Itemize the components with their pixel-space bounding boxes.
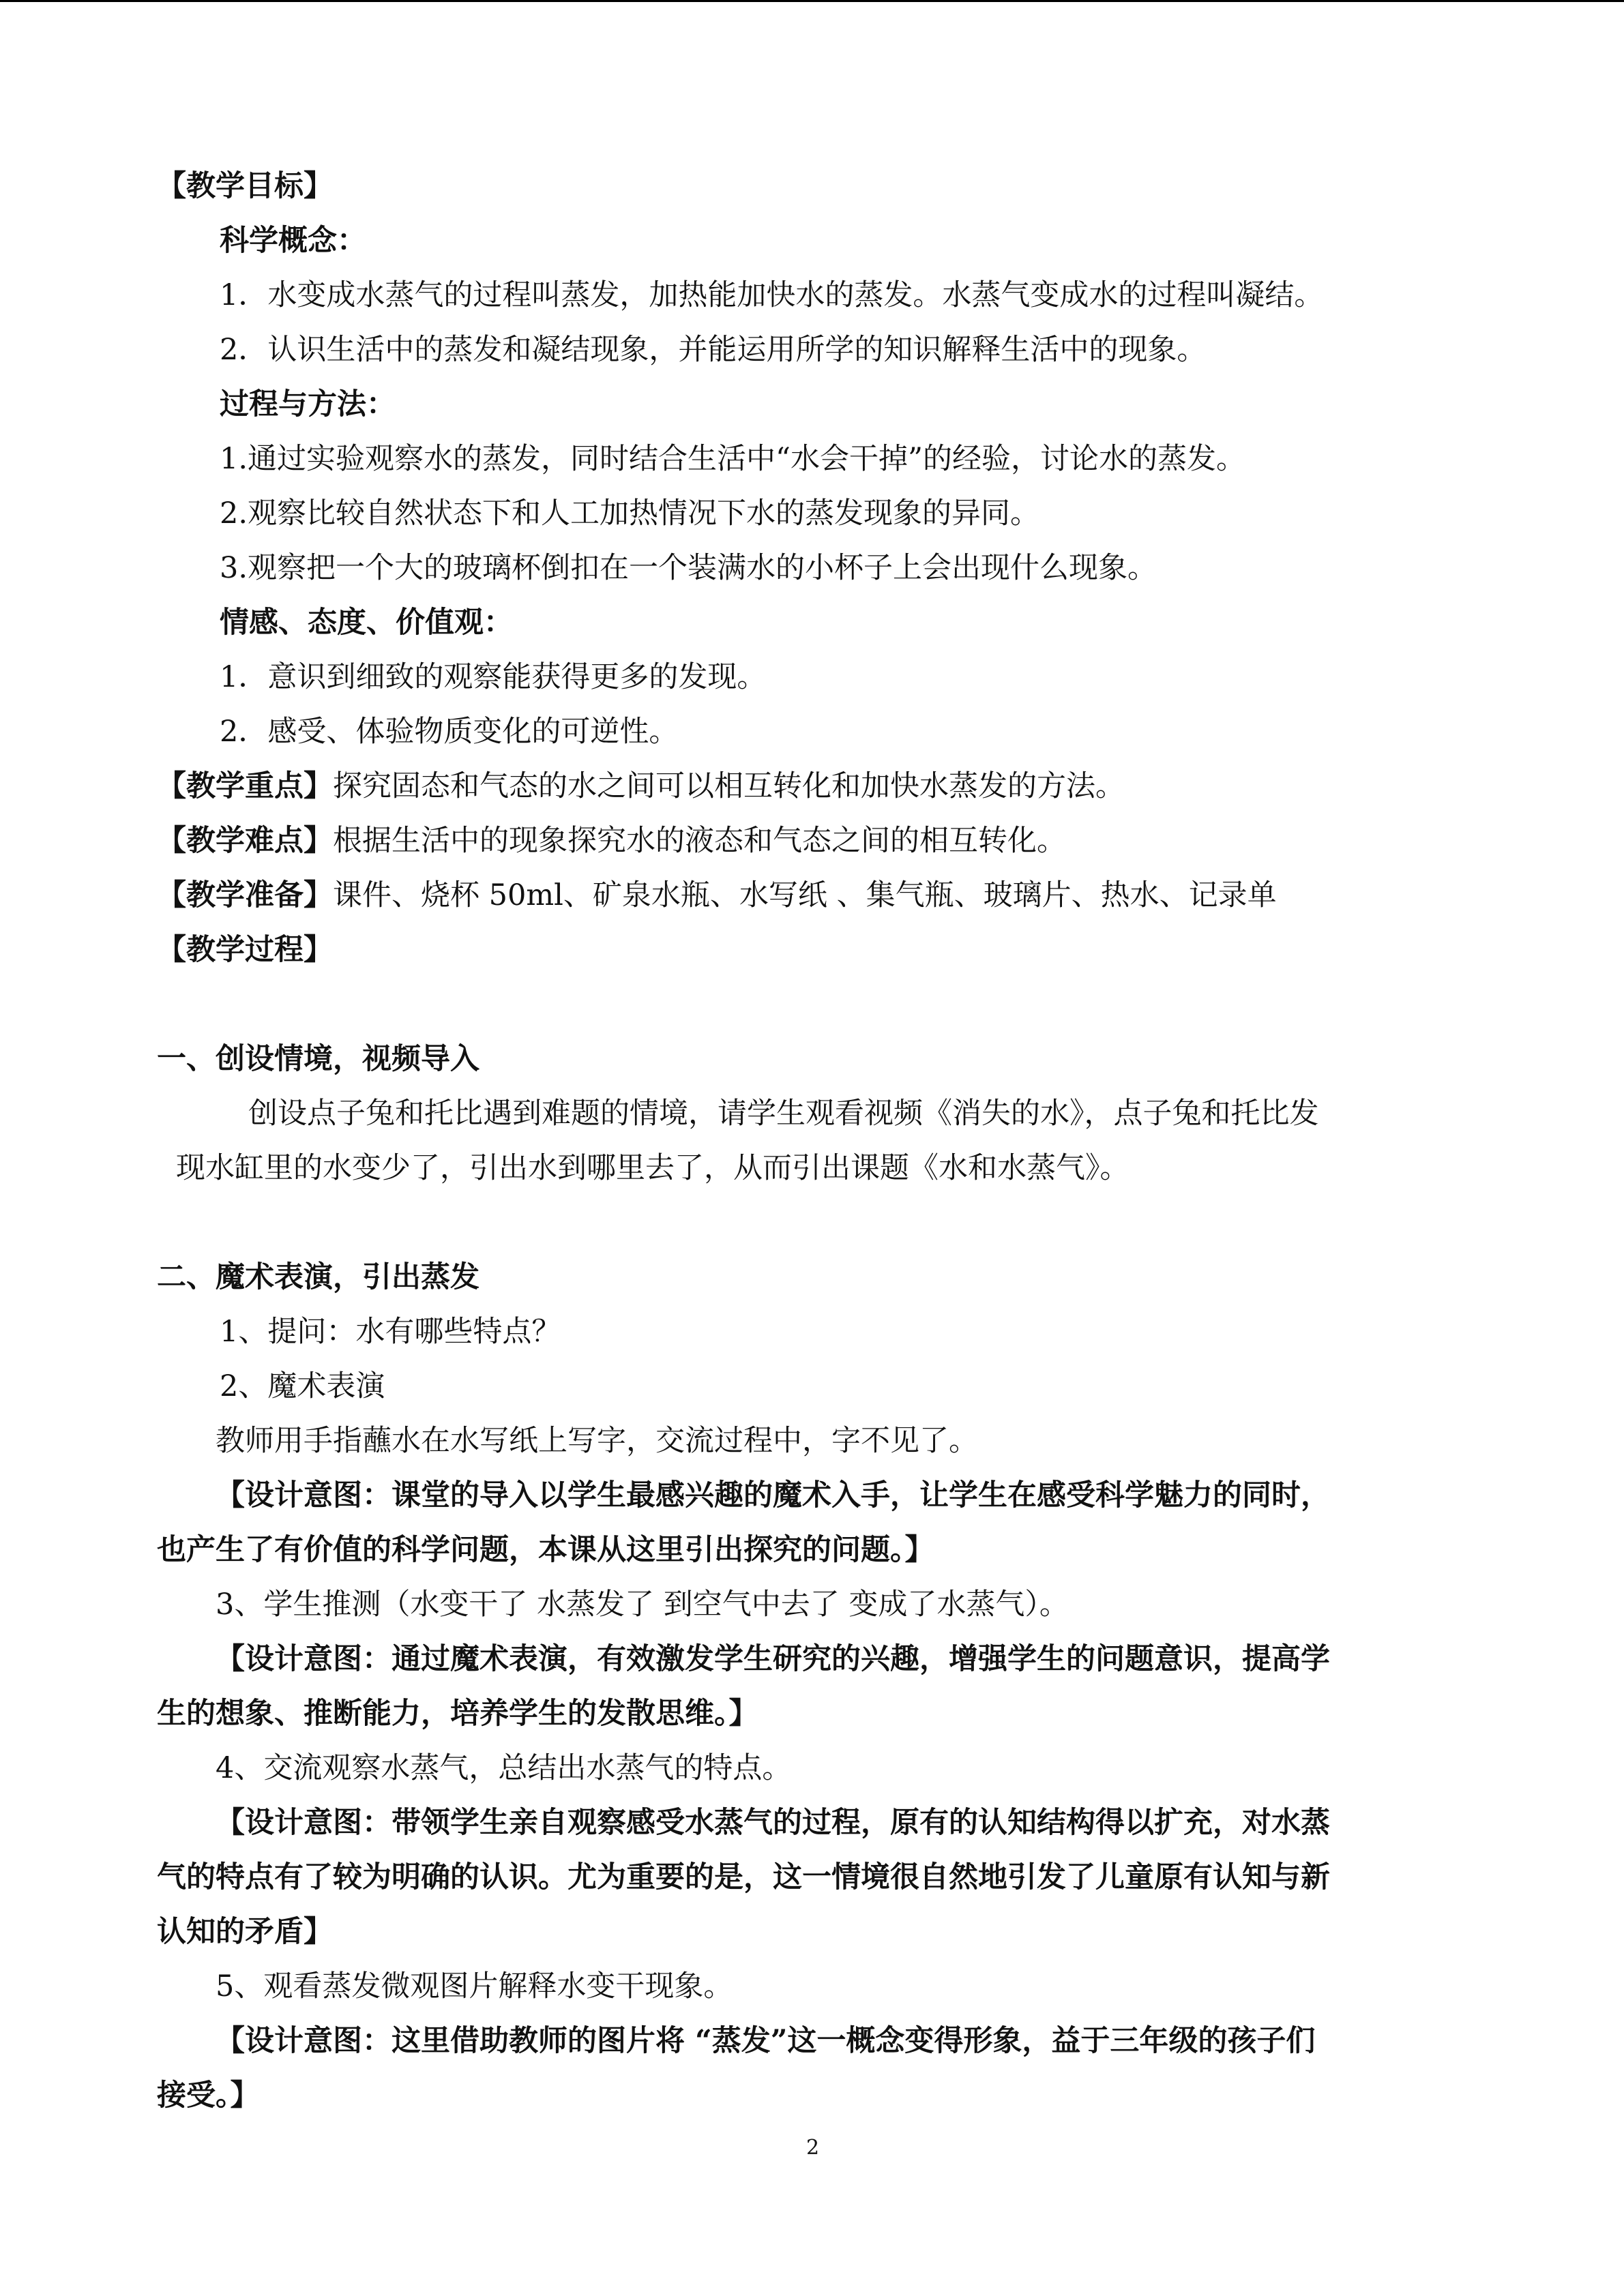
page-top-border	[0, 0, 1624, 2]
heading-teaching-process: 【教学过程】	[157, 933, 333, 967]
section-2-step: 1、提问：水有哪些特点？	[220, 1315, 561, 1349]
design-intent: 【设计意图：带领学生亲自观察感受水蒸气的过程，原有的认知结构得以扩充，对水蒸	[216, 1806, 1330, 1840]
design-intent: 也产生了有价值的科学问题，本课从这里引出探究的问题。】	[157, 1533, 934, 1567]
subheading-attitude-values: 情感、态度、价值观：	[220, 606, 513, 640]
subheading-science-concepts: 科学概念：	[220, 224, 366, 258]
goal-item: 1.通过实验观察水的蒸发，同时结合生活中“水会干掉”的经验，讨论水的蒸发。	[220, 442, 1245, 476]
key-points	[157, 766, 1125, 807]
preparation-label: 【教学准备】	[157, 878, 333, 912]
page-number: 2	[806, 2136, 820, 2160]
section-2-title: 二、魔术表演，引出蒸发	[157, 1260, 479, 1294]
section-2-step: 教师用手指蘸水在水写纸上写字，交流过程中，字不见了。	[216, 1424, 978, 1458]
heading-teaching-goals: 【教学目标】	[157, 169, 333, 203]
design-intent: 生的想象、推断能力，培养学生的发散思维。】	[157, 1697, 758, 1731]
design-intent: 【设计意图：课堂的导入以学生最感兴趣的魔术入手，让学生在感受科学魅力的同时，	[216, 1478, 1330, 1512]
design-intent: 气的特点有了较为明确的认识。尤为重要的是，这一情境很自然地引发了儿童原有认知与新	[157, 1860, 1330, 1894]
section-1-paragraph: 创设点子兔和托比遇到难题的情境，请学生观看视频《消失的水》，点子兔和托比发	[248, 1097, 1319, 1131]
section-2-step: 5、观看蒸发微观图片解释水变干现象。	[216, 1969, 733, 2003]
goal-item: 2．认识生活中的蒸发和凝结现象，并能运用所学的知识解释生活中的现象。	[220, 333, 1207, 367]
preparation	[157, 875, 1277, 916]
difficulties-label: 【教学难点】	[157, 824, 333, 858]
goal-item: 2．感受、体验物质变化的可逆性。	[220, 715, 679, 749]
goal-item: 3.观察把一个大的玻璃杯倒扣在一个装满水的小杯子上会出现什么现象。	[220, 551, 1157, 585]
design-intent: 【设计意图：这里借助教师的图片将 “蒸发”这一概念变得形象，益于三年级的孩子们	[216, 2024, 1316, 2058]
section-1-title: 一、创设情境，视频导入	[157, 1042, 479, 1076]
goal-item: 2.观察比较自然状态下和人工加热情况下水的蒸发现象的异同。	[220, 496, 1040, 531]
goal-item: 1．意识到细致的观察能获得更多的发现。	[220, 660, 767, 694]
difficulties	[157, 820, 1066, 861]
section-2-step: 3、学生推测（水变干了 水蒸发了 到空气中去了 变成了水蒸气）。	[216, 1587, 1069, 1622]
section-1-paragraph: 现水缸里的水变少了，引出水到哪里去了，从而引出课题《水和水蒸气》。	[176, 1151, 1130, 1185]
key-points-label: 【教学重点】	[157, 769, 333, 803]
section-2-step: 4、交流观察水蒸气，总结出水蒸气的特点。	[216, 1751, 792, 1785]
design-intent: 【设计意图：通过魔术表演，有效激发学生研究的兴趣，增强学生的问题意识，提高学	[216, 1642, 1330, 1676]
goal-item: 1．水变成水蒸气的过程叫蒸发，加热能加快水的蒸发。水蒸气变成水的过程叫凝结。	[220, 278, 1324, 312]
difficulties-text: 根据生活中的现象探究水的液态和气态之间的相互转化。	[333, 824, 1066, 858]
key-points-text: 探究固态和气态的水之间可以相互转化和加快水蒸发的方法。	[333, 769, 1125, 803]
preparation-text: 课件、烧杯 50ml、矿泉水瓶、水写纸 、集气瓶、玻璃片、热水、记录单	[333, 878, 1277, 912]
design-intent: 接受。】	[157, 2078, 260, 2113]
section-2-step: 2、魔术表演	[220, 1369, 385, 1403]
design-intent: 认知的矛盾】	[157, 1915, 333, 1949]
subheading-process-methods: 过程与方法：	[220, 387, 396, 421]
